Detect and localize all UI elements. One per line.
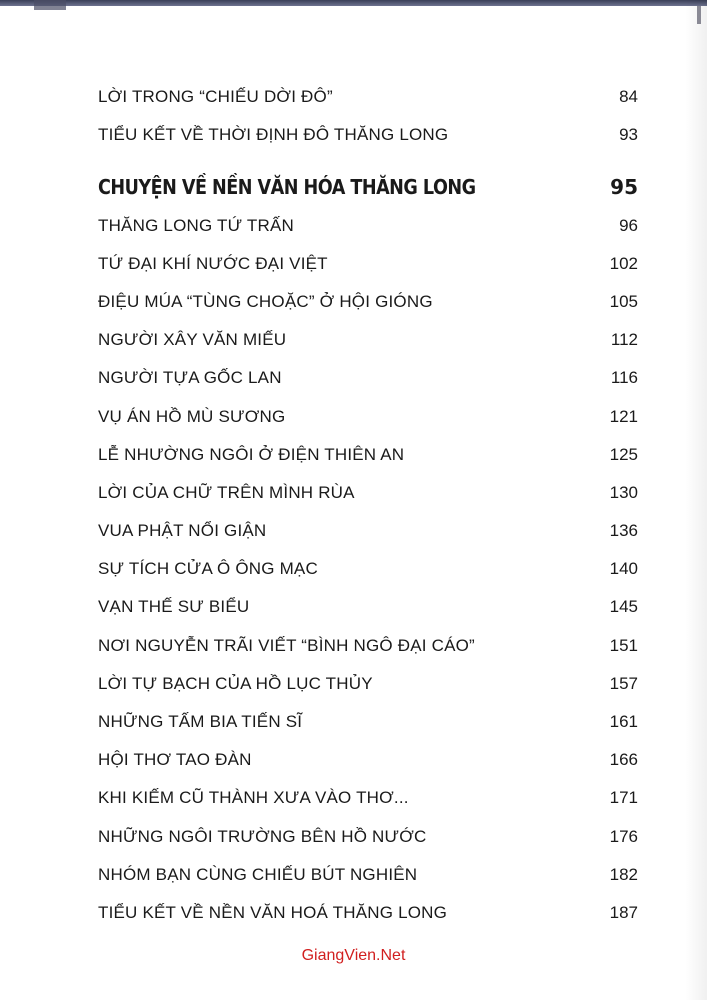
toc-entry bbox=[98, 359, 638, 397]
toc-entry bbox=[98, 116, 638, 154]
section-page: 95 bbox=[610, 175, 638, 200]
toc-entry-title: VẠN THẾ SƯ BIỂU bbox=[98, 597, 250, 617]
toc-entry-page: 161 bbox=[609, 712, 638, 731]
toc-entry bbox=[98, 627, 638, 665]
toc-entry-title: LỄ NHƯỜNG NGÔI Ở ĐIỆN THIÊN AN bbox=[98, 444, 405, 464]
toc-entry-title: NHÓM BẠN CÙNG CHIẾU BÚT NGHIÊN bbox=[98, 864, 418, 884]
toc-entry-page: 171 bbox=[609, 788, 638, 808]
toc-entry bbox=[98, 779, 638, 817]
toc-entry-page: 96 bbox=[619, 215, 638, 235]
toc-entry-page: 157 bbox=[609, 673, 638, 693]
watermark-text: GiangVien.Net bbox=[301, 947, 406, 964]
toc-entry-page: 125 bbox=[609, 444, 638, 464]
toc-entry-title: VỤ ÁN HỒ MÙ SƯƠNG bbox=[98, 406, 286, 426]
table-of-contents bbox=[98, 78, 638, 932]
section-spacer bbox=[98, 154, 638, 168]
toc-entry-page: 136 bbox=[609, 521, 638, 541]
toc-entry-page: 145 bbox=[609, 597, 638, 617]
toc-entry-page: 116 bbox=[610, 368, 638, 388]
toc-entry-page: 121 bbox=[609, 406, 638, 426]
toc-entry bbox=[98, 550, 638, 588]
toc-entry-title: NGƯỜI TỰA GỐC LAN bbox=[98, 368, 282, 388]
toc-entry bbox=[98, 512, 638, 550]
toc-entry-page: 187 bbox=[609, 902, 638, 922]
toc-entry bbox=[98, 741, 638, 779]
toc-entry-page: 93 bbox=[619, 125, 638, 145]
toc-entry bbox=[98, 703, 638, 741]
page-corner-mark bbox=[34, 0, 66, 10]
section-title: CHUYỆN VỀ NỀN VĂN HÓA THĂNG LONG bbox=[98, 175, 476, 200]
toc-entry-title: TỨ ĐẠI KHÍ NƯỚC ĐẠI VIỆT bbox=[98, 253, 328, 273]
page-side-mark bbox=[697, 6, 701, 24]
toc-entry-page: 182 bbox=[609, 864, 638, 884]
toc-entry-title: VUA PHẬT NỔI GIẬN bbox=[98, 521, 267, 541]
toc-entry-page: 102 bbox=[609, 253, 638, 273]
toc-entry-title: LỜI TRONG “CHIẾU DỜI ĐÔ” bbox=[98, 87, 333, 106]
toc-entry bbox=[98, 588, 638, 626]
page-side-shadow bbox=[685, 0, 707, 1000]
toc-entry-title: NHỮNG TẤM BIA TIẾN SĨ bbox=[98, 712, 303, 731]
toc-entry-title: KHI KIẾM CŨ THÀNH XƯA VÀO THƠ... bbox=[98, 788, 409, 808]
toc-entry bbox=[98, 283, 638, 321]
toc-entry bbox=[98, 818, 638, 856]
toc-entry-title: THĂNG LONG TỨ TRẤN bbox=[98, 215, 295, 235]
toc-entry bbox=[98, 207, 638, 245]
toc-entry bbox=[98, 474, 638, 512]
toc-section-heading bbox=[98, 168, 638, 206]
toc-entry-page: 112 bbox=[610, 330, 638, 350]
toc-entry-title: NƠI NGUYỄN TRÃI VIẾT “BÌNH NGÔ ĐẠI CÁO” bbox=[98, 635, 475, 655]
toc-entry-title: HỘI THƠ TAO ĐÀN bbox=[98, 750, 252, 770]
toc-entry-page: 105 bbox=[609, 291, 638, 311]
toc-entry-page: 140 bbox=[609, 559, 638, 579]
toc-entry bbox=[98, 665, 638, 703]
page-top-edge bbox=[0, 0, 707, 6]
toc-entry bbox=[98, 398, 638, 436]
toc-entry-title: LỜI CỦA CHỮ TRÊN MÌNH RÙA bbox=[98, 482, 355, 502]
toc-entry bbox=[98, 436, 638, 474]
toc-entry-title: TIỂU KẾT VỀ THỜI ĐỊNH ĐÔ THĂNG LONG bbox=[98, 125, 449, 145]
toc-entry-title: SỰ TÍCH CỬA Ô ÔNG MẠC bbox=[98, 559, 318, 579]
toc-entry bbox=[98, 894, 638, 932]
toc-entry-title: NGƯỜI XÂY VĂN MIẾU bbox=[98, 330, 287, 350]
toc-entry-title: NHỮNG NGÔI TRƯỜNG BÊN HỒ NƯỚC bbox=[98, 826, 427, 846]
toc-entry-page: 176 bbox=[609, 826, 638, 846]
toc-entry-title: LỜI TỰ BẠCH CỦA HỒ LỤC THỦY bbox=[98, 673, 373, 693]
toc-entry bbox=[98, 321, 638, 359]
toc-entry-title: ĐIỆU MÚA “TÙNG CHOẶC” Ở HỘI GIÓNG bbox=[98, 291, 433, 311]
toc-entry-title: TIỂU KẾT VỀ NỀN VĂN HOÁ THĂNG LONG bbox=[98, 902, 448, 922]
toc-entry-page: 84 bbox=[619, 87, 638, 106]
toc-entry bbox=[98, 78, 638, 116]
toc-entry bbox=[98, 856, 638, 894]
toc-entry-page: 166 bbox=[609, 750, 638, 770]
toc-entry-page: 151 bbox=[609, 635, 638, 655]
toc-entry-page: 130 bbox=[609, 482, 638, 502]
toc-entry bbox=[98, 245, 638, 283]
